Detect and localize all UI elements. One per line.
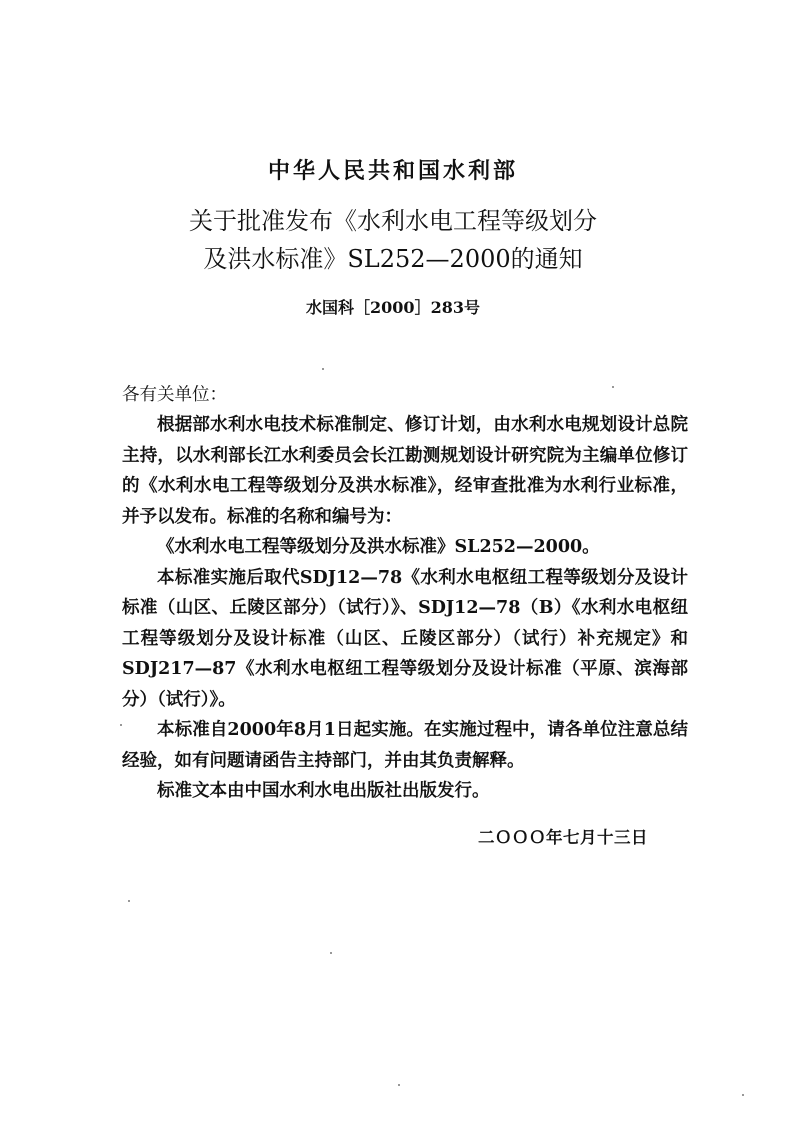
issuer-heading: 中华人民共和国水利部	[267, 158, 518, 184]
paragraph-replacement: 本标准实施后取代SDJ12—78《水利水电枢纽工程等级划分及设计标准（山区、丘陵区部分）（试行）》、SDJ12—78（B）《水利水电枢纽工程等级划分及设计标准（山区、丘陵区部分）（试行）补充规定》和SDJ217—87《水利水电枢纽工程等级划分及设计标准（平原、滨海部分）（试行）》。	[122, 567, 688, 710]
notice-title-line-2: 及洪水标准》SL252—2000的通知	[203, 245, 583, 273]
scan-speck	[322, 368, 324, 370]
scan-speck	[330, 952, 332, 954]
paragraph-effective-date: 本标准自2000年8月1日起实施。在实施过程中，请各单位注意总结经验，如有问题请函告主持部门，并由其负责解释。	[122, 720, 688, 771]
paragraph-standard-name: 《水利水电工程等级划分及洪水标准》SL252—2000。	[157, 537, 600, 557]
notice-body	[122, 410, 688, 807]
issue-date: 二ＯＯＯ年七月十三日	[478, 828, 648, 847]
notice-title-line-1: 关于批准发布《水利水电工程等级划分	[189, 207, 597, 235]
scan-speck	[742, 1094, 744, 1096]
scan-speck	[398, 1084, 400, 1086]
paragraph-publisher: 标准文本由中国水利水电出版社出版发行。	[157, 781, 490, 801]
salutation: 各有关单位：	[122, 385, 227, 405]
scan-speck	[128, 900, 130, 902]
scan-speck	[120, 724, 122, 726]
document-number: 水国科［2000］283号	[306, 298, 480, 317]
paragraph-intro: 根据部水利水电技术标准制定、修订计划，由水利水电规划设计总院主持，以水利部长江水利委员会长江勘测规划设计研究院为主编单位修订的《水利水电工程等级划分及洪水标准》，经审查批准为水利行业标准，并予以发布。标准的名称和编号为：	[122, 415, 688, 527]
scan-speck	[612, 386, 614, 388]
